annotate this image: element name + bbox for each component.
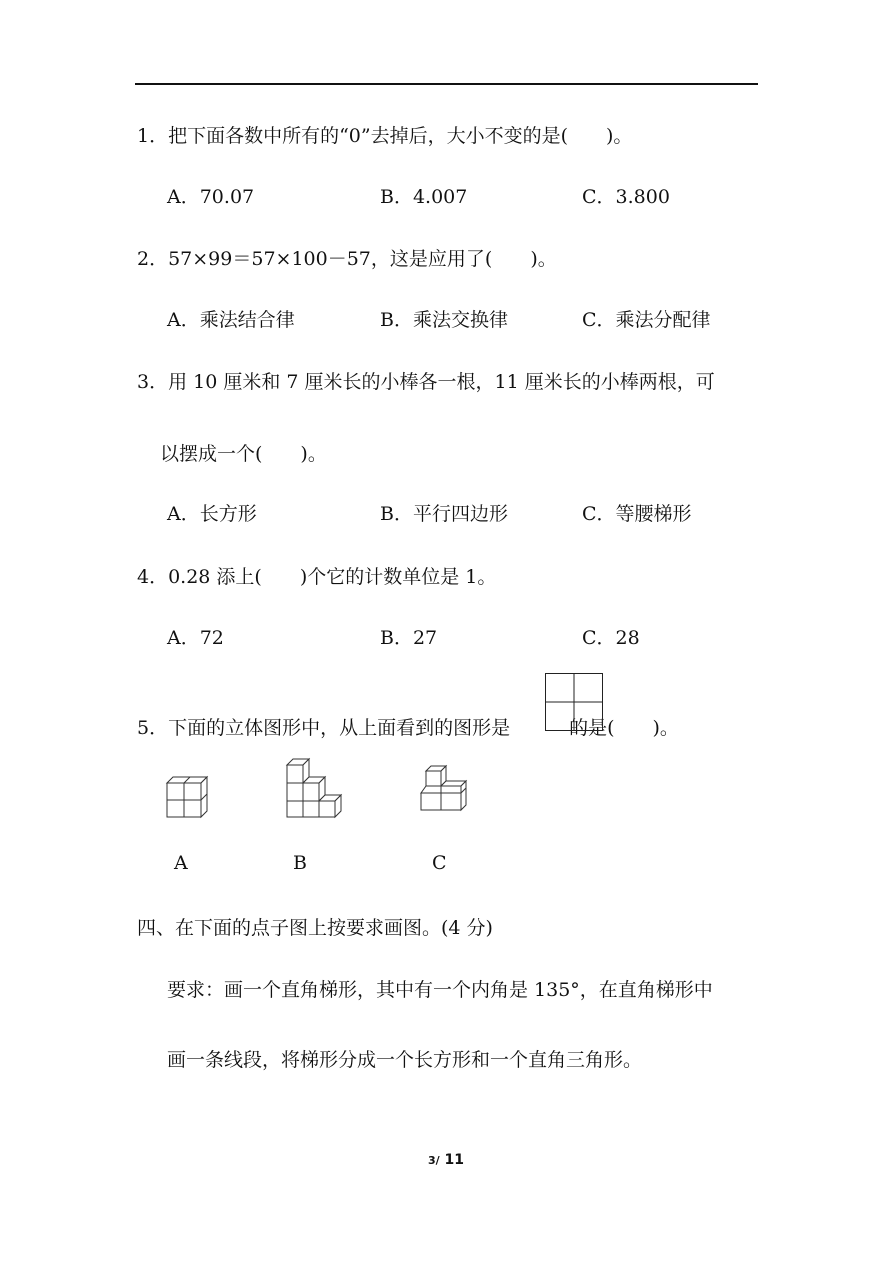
q2-option-c: C．乘法分配律 <box>582 309 711 331</box>
figure-b-cubes-icon <box>284 757 346 819</box>
page-number-total: 11 <box>439 1152 465 1168</box>
question-4: 4．0.28 添上( )个它的计数单位是 1。 <box>137 566 497 588</box>
figure-a-cubes-icon <box>164 772 210 820</box>
q3-option-a: A．长方形 <box>167 503 257 525</box>
question-1: 1．把下面各数中所有的“0”去掉后，大小不变的是( )。 <box>137 125 633 147</box>
q4-option-b: B．27 <box>380 627 438 649</box>
q2-option-a: A．乘法结合律 <box>167 309 295 331</box>
q3-option-b: B．平行四边形 <box>380 503 508 525</box>
figure-c-cubes-icon <box>418 763 470 815</box>
q1-option-b: B．4.007 <box>380 186 468 208</box>
q1-option-a: A．70.07 <box>167 186 255 208</box>
q3-option-c: C．等腰梯形 <box>582 503 692 525</box>
question-3: 3．用 10 厘米和 7 厘米长的小棒各一根，11 厘米长的小棒两根，可 <box>137 371 715 393</box>
section-4-requirement-line-1: 要求：画一个直角梯形，其中有一个内角是 135°，在直角梯形中 <box>167 979 713 1001</box>
section-4-requirement-line-2: 画一条线段，将梯形分成一个长方形和一个直角三角形。 <box>167 1049 643 1071</box>
question-5-text-after: 的是( )。 <box>569 717 679 739</box>
section-4-title: 四、在下面的点子图上按要求画图。(4 分) <box>137 917 493 939</box>
q4-option-c: C．28 <box>582 627 640 649</box>
figure-a-label: A <box>174 852 188 874</box>
header-rule <box>135 83 758 85</box>
figure-c-label: C <box>432 852 447 874</box>
page-number-current: 3/ <box>427 1154 440 1167</box>
question-2: 2．57×99＝57×100－57，这是应用了( )。 <box>137 248 557 270</box>
q1-option-c: C．3.800 <box>582 186 670 208</box>
figure-b-label: B <box>293 852 307 874</box>
q4-option-a: A．72 <box>167 627 224 649</box>
q2-option-b: B．乘法交换律 <box>380 309 508 331</box>
question-3-continuation: 以摆成一个( )。 <box>160 443 327 465</box>
top-view-grid-icon <box>545 673 603 731</box>
page-number <box>0 1152 892 1168</box>
question-5-text-before: 5．下面的立体图形中，从上面看到的图形是 <box>137 717 511 739</box>
